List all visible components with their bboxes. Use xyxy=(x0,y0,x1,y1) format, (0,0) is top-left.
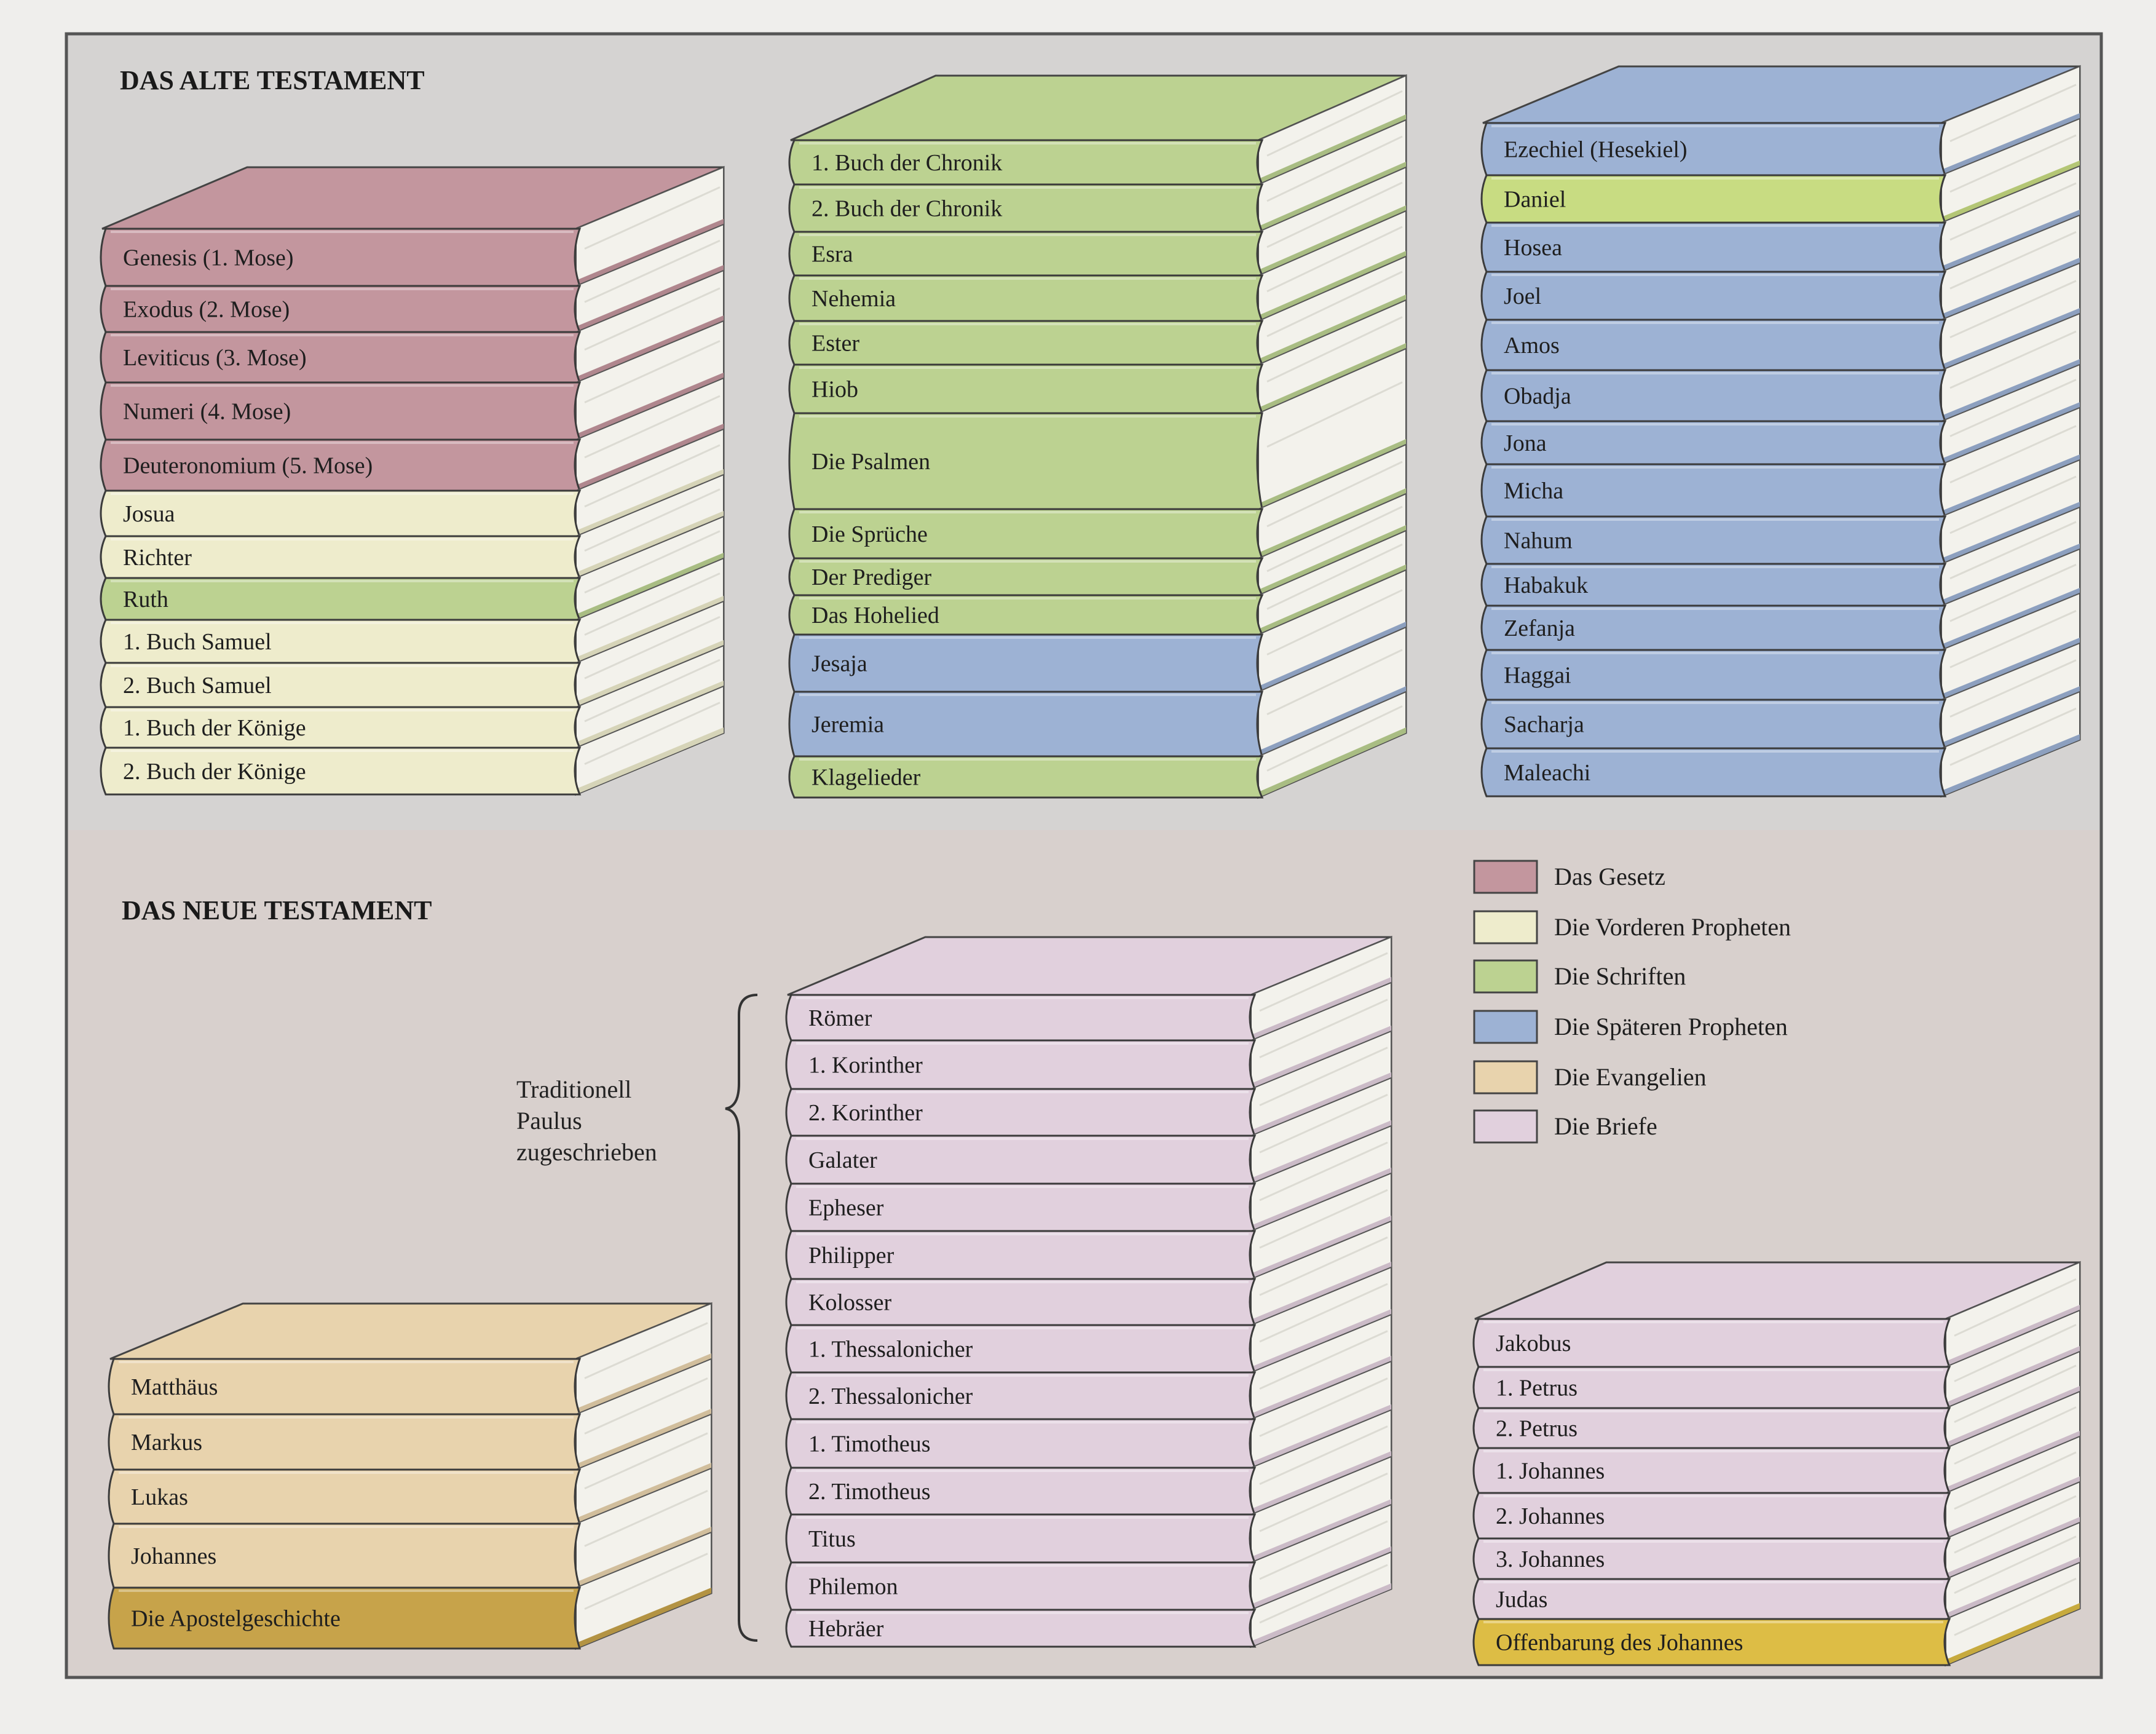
book-title: Der Prediger xyxy=(811,564,932,590)
book-title: Josua xyxy=(123,501,175,527)
book-title: Obadja xyxy=(1504,383,1571,410)
book-title: Die Sprüche xyxy=(811,521,928,547)
book-title: 1. Johannes xyxy=(1496,1458,1605,1484)
book-spine xyxy=(1482,421,1945,464)
paul-note-line-3: zugeschrieben xyxy=(516,1138,657,1166)
book-spine xyxy=(789,321,1262,365)
legend-item-die-briefe xyxy=(1474,1110,1657,1142)
book-title: Titus xyxy=(808,1526,856,1552)
book-title: 2. Korinther xyxy=(808,1100,923,1126)
book-title: Jakobus xyxy=(1496,1331,1571,1356)
book-title: 1. Thessalonicher xyxy=(808,1336,973,1363)
book-title: Judas xyxy=(1496,1586,1548,1613)
book-spine xyxy=(1482,272,1945,320)
book-title: 1. Timotheus xyxy=(808,1431,931,1457)
book-title: 2. Buch der Könige xyxy=(123,759,306,785)
book-title: 2. Johannes xyxy=(1496,1503,1605,1529)
book-title: 2. Buch Samuel xyxy=(123,673,272,699)
book-title: Genesis (1. Mose) xyxy=(123,245,294,271)
book-title: Amos xyxy=(1504,333,1560,358)
legend-swatch xyxy=(1474,1011,1537,1043)
book-title: Jona xyxy=(1504,430,1547,456)
legend-label: Das Gesetz xyxy=(1554,863,1666,890)
book-title: Zefanja xyxy=(1504,616,1576,641)
book-title: Die Psalmen xyxy=(811,449,931,475)
legend-item-das-gesetz xyxy=(1474,861,1665,893)
book-stack-nt-1 xyxy=(786,937,1391,1647)
book-title: Philemon xyxy=(808,1574,898,1600)
paul-note-line-1: Traditionell xyxy=(516,1075,632,1103)
book-title: Ester xyxy=(811,330,860,357)
legend-swatch xyxy=(1474,960,1537,992)
book-spine xyxy=(101,578,580,620)
book-title: Leviticus (3. Mose) xyxy=(123,345,307,371)
book-title: Philipper xyxy=(808,1243,894,1269)
legend-swatch xyxy=(1474,1110,1537,1142)
book-title: Jesaja xyxy=(811,651,867,677)
book-title: Johannes xyxy=(131,1543,217,1569)
book-title: 1. Korinther xyxy=(808,1052,923,1079)
legend-swatch xyxy=(1474,861,1537,893)
legend-label: Die Evangelien xyxy=(1554,1063,1707,1091)
book-title: Galater xyxy=(808,1147,877,1173)
legend-item-die-schriften xyxy=(1474,960,1686,992)
legend-label: Die Späteren Propheten xyxy=(1554,1013,1788,1040)
book-title: Habakuk xyxy=(1504,572,1589,598)
book-spine xyxy=(789,232,1262,275)
book-title: Hosea xyxy=(1504,235,1562,261)
book-title: Das Hohelied xyxy=(811,603,939,628)
legend-item-die-evangelien xyxy=(1474,1061,1707,1093)
old-testament-title: DAS ALTE TESTAMENT xyxy=(120,65,425,95)
book-title: Jeremia xyxy=(811,711,885,738)
book-title: 1. Petrus xyxy=(1496,1375,1578,1401)
book-title: Daniel xyxy=(1504,186,1566,213)
book-stack-ot-1 xyxy=(789,76,1406,798)
book-title: Exodus (2. Mose) xyxy=(123,296,290,323)
book-title: Sacharja xyxy=(1504,711,1584,738)
book-title: Haggai xyxy=(1504,662,1571,689)
book-stack-ot-2 xyxy=(1482,66,2080,796)
book-stack-nt-2 xyxy=(1474,1262,2080,1665)
book-title: Klagelieder xyxy=(811,764,921,791)
book-title: 2. Petrus xyxy=(1496,1415,1578,1442)
paul-note-line-2: Paulus xyxy=(516,1107,582,1134)
book-title: Maleachi xyxy=(1504,760,1591,786)
book-spine xyxy=(786,1514,1255,1562)
book-title: Nehemia xyxy=(811,286,896,312)
book-spine xyxy=(789,365,1262,413)
book-title: Hiob xyxy=(811,376,858,403)
new-testament-title: DAS NEUE TESTAMENT xyxy=(122,895,432,925)
book-stack-ot-0 xyxy=(101,167,724,794)
book-title: Richter xyxy=(123,545,192,571)
book-title: Deuteronomium (5. Mose) xyxy=(123,453,373,479)
legend-swatch xyxy=(1474,1061,1537,1093)
book-title: Nahum xyxy=(1504,528,1573,554)
book-title: Hebräer xyxy=(808,1616,884,1642)
book-title: Ezechiel (Hesekiel) xyxy=(1504,137,1688,163)
book-title: Joel xyxy=(1504,283,1542,309)
legend-label: Die Briefe xyxy=(1554,1112,1657,1140)
book-title: 3. Johannes xyxy=(1496,1546,1605,1572)
legend-swatch xyxy=(1474,911,1537,943)
book-title: Matthäus xyxy=(131,1374,218,1400)
book-title: 2. Buch der Chronik xyxy=(811,196,1003,222)
book-title: 2. Timotheus xyxy=(808,1479,931,1505)
book-title: Kolosser xyxy=(808,1289,892,1316)
book-title: 1. Buch der Könige xyxy=(123,715,306,741)
book-title: Die Apostelgeschichte xyxy=(131,1605,341,1632)
legend-label: Die Schriften xyxy=(1554,962,1686,990)
book-title: Esra xyxy=(811,241,853,267)
book-title: 1. Buch der Chronik xyxy=(811,150,1003,176)
book-title: Römer xyxy=(808,1005,872,1031)
book-title: Epheser xyxy=(808,1195,884,1221)
book-title: Ruth xyxy=(123,587,168,612)
book-title: Numeri (4. Mose) xyxy=(123,398,291,425)
book-title: Offenbarung des Johannes xyxy=(1496,1629,1743,1656)
legend-label: Die Vorderen Propheten xyxy=(1554,913,1791,941)
book-stack-nt-0 xyxy=(109,1304,711,1649)
book-title: 1. Buch Samuel xyxy=(123,629,272,655)
legend-item-die-spaeteren-propheten xyxy=(1474,1011,1788,1043)
book-title: Lukas xyxy=(131,1484,188,1510)
book-title: Micha xyxy=(1504,478,1564,504)
book-title: 2. Thessalonicher xyxy=(808,1384,973,1409)
book-title: Markus xyxy=(131,1430,203,1455)
legend-item-die-vorderen-propheten xyxy=(1474,911,1791,943)
